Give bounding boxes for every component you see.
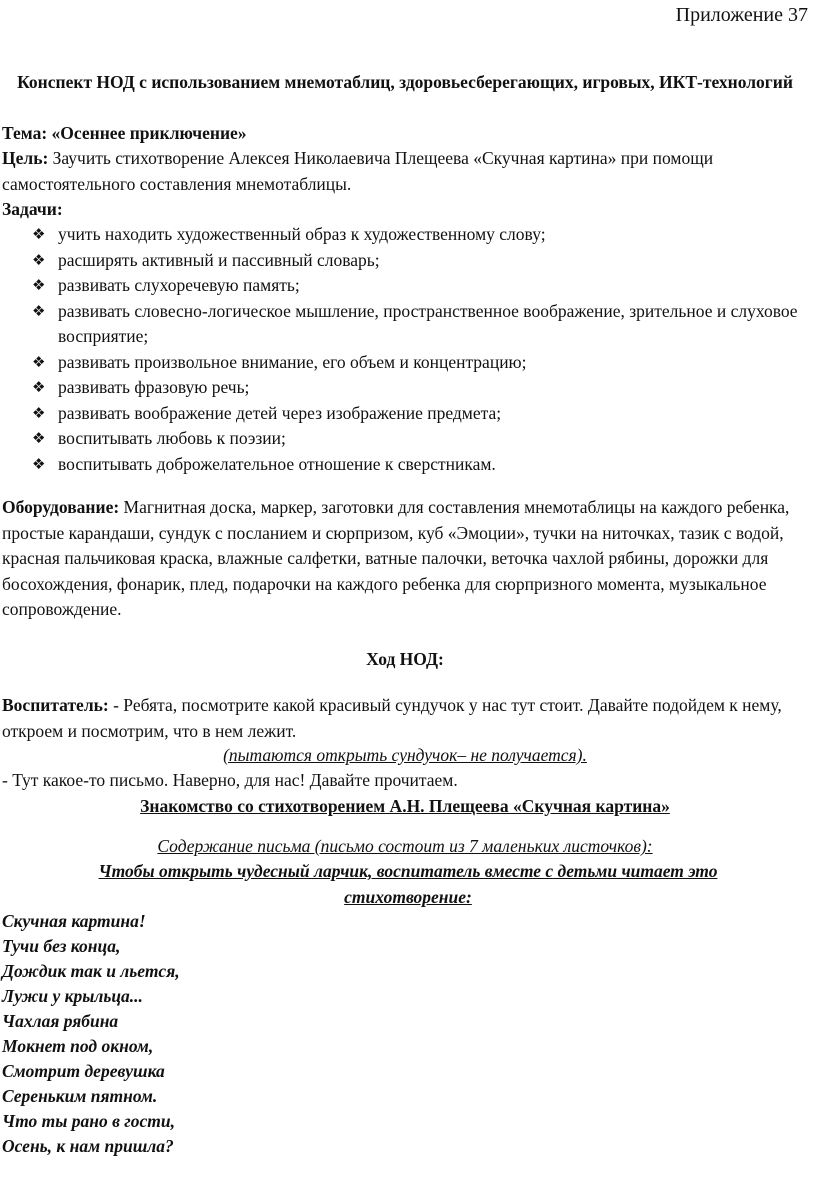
- tasks-label: Задачи:: [2, 199, 63, 219]
- diamond-bullet-icon: ❖: [32, 301, 46, 320]
- poem-line: Чахлая рябина: [2, 1011, 119, 1031]
- diamond-bullet-icon: ❖: [32, 378, 46, 396]
- list-item: ❖ воспитывать любовь к поэзии;: [2, 426, 808, 452]
- list-item: ❖ учить находить художественный образ к художественному слову;: [2, 222, 808, 248]
- list-item: ❖ развивать произвольное внимание, его объем и концентрацию;: [2, 350, 808, 376]
- remark-line: [2, 743, 808, 769]
- equipment-label: Оборудование:: [2, 497, 120, 517]
- diamond-bullet-icon: ❖: [32, 276, 46, 294]
- instruction-text: Чтобы открыть чудесный ларчик, воспитатель вместе с детьми читает это стихотворение:: [98, 861, 718, 907]
- diamond-bullet-icon: ❖: [32, 250, 46, 269]
- poem-line: Что ты рано в гости,: [2, 1111, 175, 1131]
- diamond-bullet-icon: ❖: [32, 454, 46, 473]
- equipment-paragraph: [2, 495, 808, 623]
- theme-value: «Осеннее приключение»: [47, 123, 247, 143]
- document-title: Конспект НОД с использованием мнемотаблиц, здоровьесберегающих, игровых, ИКТ-технологий: [17, 72, 793, 92]
- poem-line: Мокнет под окном,: [2, 1036, 154, 1056]
- list-item: ❖ развивать воображение детей через изображение предмета;: [2, 401, 808, 427]
- poem-line: Лужи у крыльца...: [2, 986, 143, 1006]
- poem-line: Скучная картина!: [2, 911, 146, 931]
- remark-text: (пытаются открыть сундучок– не получается).: [223, 745, 587, 765]
- poem-line: Сереньким пятном.: [2, 1086, 158, 1106]
- teacher-label: Воспитатель:: [2, 695, 109, 715]
- list-item: ❖ расширять активный и пассивный словарь;: [2, 248, 808, 274]
- appendix-number: Приложение 37: [675, 4, 808, 26]
- list-item: ❖ развивать словесно-логическое мышление, пространственное воображение, зрительное и слуховое восприятие;: [32, 300, 798, 346]
- goal-value: Заучить стихотворение Алексея Николаевича Плещеева «Скучная картина» при помощи самостоятельного составления мнемотаблицы.: [2, 148, 714, 194]
- theme-label: Тема:: [2, 123, 48, 143]
- poem-line: Смотрит деревушка: [2, 1061, 165, 1081]
- course-heading: Ход НОД:: [366, 649, 444, 669]
- diamond-bullet-icon: ❖: [32, 403, 46, 422]
- poem-line: Тучи без конца,: [2, 936, 121, 956]
- teacher-text: - Ребята, посмотрите какой красивый сундучок у нас тут стоит. Давайте подойдем к нему, откроем и посмотрим, что в нем лежит.: [2, 695, 782, 741]
- theme-line: [2, 121, 808, 147]
- teacher-paragraph: [2, 693, 808, 744]
- poem-line: Дождик так и льется,: [2, 961, 180, 981]
- letter-content-line: [2, 834, 808, 860]
- diamond-bullet-icon: ❖: [32, 225, 46, 243]
- goal-paragraph: [2, 146, 808, 197]
- poem-line: Осень, к нам пришла?: [2, 1136, 174, 1156]
- tasks-list-container: [2, 222, 808, 477]
- poem: [2, 909, 808, 1159]
- equipment-value: Магнитная доска, маркер, заготовки для составления мнемотаблицы на каждого ребенка, простые карандаши, сундук с посланием и сюрпризом, куб «Эмоции», тучки на ниточках, тазик с водой, красная пальчиковая краска, влажные салфетки, ватные палочки, веточка чахлой рябины, дорожки для босохождения, фонарик, плед, подарочки на каждого ребенка для сюрпризного момента, музыкальное сопровождение.: [2, 497, 790, 619]
- instruction-line: [80, 859, 736, 910]
- letter-line: - Тут какое-то письмо. Наверно, для нас! Давайте прочитаем.: [2, 770, 458, 790]
- section-heading: Знакомство со стихотворением А.Н. Плещеева «Скучная картина»: [140, 796, 670, 816]
- list-item: ❖ развивать фразовую речь;: [2, 375, 808, 401]
- section-heading-line: [2, 794, 808, 820]
- list-item: ❖ развивать слухоречевую память;: [2, 273, 808, 299]
- goal-label: Цель:: [2, 148, 49, 168]
- diamond-bullet-icon: ❖: [32, 352, 46, 371]
- list-item: ❖ воспитывать доброжелательное отношение к сверстникам.: [2, 452, 808, 478]
- letter-content: Содержание письма (письмо состоит из 7 маленьких листочков):: [157, 836, 653, 856]
- tasks-list: [2, 222, 808, 477]
- diamond-bullet-icon: ❖: [32, 429, 46, 447]
